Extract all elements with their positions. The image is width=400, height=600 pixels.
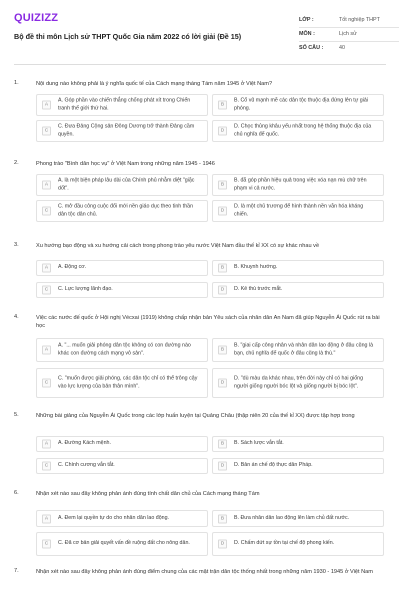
option-text: B. Sách lược vắn tắt. xyxy=(234,440,284,447)
option-b[interactable] xyxy=(212,338,384,362)
option-a[interactable] xyxy=(36,510,208,527)
option-b[interactable] xyxy=(212,174,384,196)
option-b[interactable] xyxy=(212,510,384,527)
meta-count-label: SỐ CÂU : xyxy=(299,45,324,51)
question-text: Nhận xét nào sau đây không phản ánh đúng tính chất dân chủ của Cách mạng tháng Tám xyxy=(36,491,260,497)
option-text: D. Kẻ thù trước mắt. xyxy=(234,286,283,293)
meta-subject-label: MÔN : xyxy=(299,31,315,37)
meta-count xyxy=(299,42,399,56)
option-text: C. Lực lượng lãnh đạo. xyxy=(58,286,113,293)
meta-class-label: LỚP : xyxy=(299,17,314,23)
option-c[interactable] xyxy=(36,532,208,556)
option-d[interactable] xyxy=(212,458,384,474)
option-letter: D xyxy=(218,540,227,549)
option-text: B. Đưa nhân dân lao động lên làm chủ đất nước. xyxy=(234,514,350,521)
worksheet-title: Bộ đề thi môn Lịch sử THPT Quốc Gia năm 2022 có lời giải (Đề 15) xyxy=(14,32,242,41)
option-letter: A xyxy=(42,346,51,355)
option-letter: C xyxy=(42,462,51,471)
option-text: B. "giai cấp công nhân và nhân dân lao động ở đâu cũng là bạn, chủ nghĩa đế quốc ở đâu cũng là thù." xyxy=(234,342,374,356)
option-c[interactable] xyxy=(36,120,208,142)
meta-subject-value: Lịch sử xyxy=(339,31,357,37)
option-text: D. Chọc thủng khâu yếu nhất trong hệ thống thuộc địa của chủ nghĩa đế quốc. xyxy=(234,123,372,137)
option-text: A. là một biện pháp lâu dài của Chính phủ nhằm diệt "giặc dốt". xyxy=(58,177,195,191)
option-letter: A xyxy=(42,101,51,110)
option-d[interactable] xyxy=(212,120,384,142)
option-letter: A xyxy=(42,440,51,449)
option-text: A. Góp phần vào chiến thắng chống phát xít trong Chiến tranh thế giới thứ hai. xyxy=(58,97,191,111)
header-divider xyxy=(14,64,386,65)
question-text: Những bài giảng của Nguyễn Ái Quốc trong các lớp huấn luyện tại Quảng Châu (thập niên 20 của thế kỉ XX) được tập hợp trong xyxy=(36,413,355,419)
quizizz-logo: QUIZIZZ xyxy=(14,12,59,24)
option-b[interactable] xyxy=(212,260,384,276)
option-letter: A xyxy=(42,264,51,273)
question-number: 6. xyxy=(14,490,19,496)
option-letter: D xyxy=(218,207,227,216)
option-letter: C xyxy=(42,207,51,216)
question-number: 2. xyxy=(14,160,19,166)
question-number: 4. xyxy=(14,314,19,320)
option-letter: B xyxy=(218,346,227,355)
option-letter: B xyxy=(218,264,227,273)
option-letter: D xyxy=(218,379,227,388)
option-letter: C xyxy=(42,540,51,549)
option-text: C. Đã cơ bản giải quyết vấn đề ruộng đất cho nông dân. xyxy=(58,540,190,547)
option-letter: D xyxy=(218,462,227,471)
option-d[interactable] xyxy=(212,282,384,298)
question-text: Việc các nước đế quốc ở Hội nghị Vécxai (1919) không chấp nhận bản Yêu sách của nhân dân An Nam đã giúp Nguyễn Ái Quốc rút ra bài học xyxy=(36,315,380,330)
option-text: D. "dù màu da khác nhau, trên đời này chỉ có hai giống người giống người bóc lột và giống người bị bóc lột". xyxy=(234,375,364,389)
option-b[interactable] xyxy=(212,94,384,116)
option-text: A. Đường Kách mệnh. xyxy=(58,440,111,447)
question-number: 5. xyxy=(14,412,19,418)
question-number: 7. xyxy=(14,568,19,574)
worksheet-header xyxy=(14,10,386,60)
option-letter: D xyxy=(218,286,227,295)
option-text: C. Đưa Đảng Cộng sản Đông Dương trở thành Đảng cầm quyền. xyxy=(58,123,195,137)
option-letter: B xyxy=(218,514,227,523)
option-text: C. Chính cương vắn tắt. xyxy=(58,462,115,469)
option-d[interactable] xyxy=(212,368,384,398)
option-text: D. Chấm dứt sự tồn tại chế độ phong kiến. xyxy=(234,540,335,547)
meta-count-value: 40 xyxy=(339,45,345,51)
option-text: B. Khuynh hướng. xyxy=(234,264,278,271)
meta-class-value: Tốt nghiệp THPT xyxy=(339,17,380,23)
option-c[interactable] xyxy=(36,282,208,298)
option-text: C. mở đầu công cuộc đổi mới nền giáo dục theo tinh thần dân tộc dân chủ. xyxy=(58,203,194,217)
option-a[interactable] xyxy=(36,260,208,276)
option-letter: B xyxy=(218,101,227,110)
option-letter: C xyxy=(42,127,51,136)
option-letter: B xyxy=(218,440,227,449)
option-letter: C xyxy=(42,379,51,388)
option-a[interactable] xyxy=(36,338,208,362)
option-text: C. "muốn được giải phóng, các dân tộc chỉ có thể trông cậy vào lực lượng của bản thân mình". xyxy=(58,375,198,389)
meta-class xyxy=(299,14,399,28)
option-letter: B xyxy=(218,181,227,190)
worksheet-meta xyxy=(299,14,399,56)
option-letter: A xyxy=(42,181,51,190)
option-letter: C xyxy=(42,286,51,295)
option-d[interactable] xyxy=(212,532,384,556)
option-d[interactable] xyxy=(212,200,384,222)
option-letter: A xyxy=(42,514,51,523)
option-a[interactable] xyxy=(36,174,208,196)
option-text: D. là một chủ trương để hình thành nền văn hóa kháng chiến. xyxy=(234,203,364,217)
question-number: 3. xyxy=(14,242,19,248)
option-a[interactable] xyxy=(36,94,208,116)
question-text: Nhận xét nào sau đây không phản ánh đúng điểm chung của các mặt trận dân tộc thống nhất trong những năm 1930 - 1945 ở Việt Nam xyxy=(36,569,373,575)
question-text: Phong trào "Bình dân học vụ" ở Việt Nam trong những năm 1945 - 1946 xyxy=(36,161,215,167)
question-text: Xu hướng bạo động và xu hướng cải cách trong phong trào yêu nước Việt Nam đầu thế kỉ XX có sự khác nhau về xyxy=(36,243,320,249)
option-a[interactable] xyxy=(36,436,208,452)
option-text: B. đã góp phần hiệu quả trong việc xóa nạn mù chữ trên phạm vi cả nước. xyxy=(234,177,367,191)
option-b[interactable] xyxy=(212,436,384,452)
option-text: D. Bản án chế độ thực dân Pháp. xyxy=(234,462,313,469)
question-text: Nội dung nào không phải là ý nghĩa quốc tế của Cách mạng tháng Tám năm 1945 ở Việt Nam? xyxy=(36,81,273,87)
meta-subject xyxy=(299,28,399,42)
option-letter: D xyxy=(218,127,227,136)
option-c[interactable] xyxy=(36,458,208,474)
question-number: 1. xyxy=(14,80,19,86)
option-text: A. Đem lại quyền tự do cho nhân dân lao động. xyxy=(58,514,170,521)
option-text: B. Cổ vũ mạnh mẽ các dân tộc thuộc địa đứng lên tự giải phóng. xyxy=(234,97,368,111)
option-c[interactable] xyxy=(36,368,208,398)
option-text: A. "... muốn giải phóng dân tộc không có con đường nào khác con đường cách mạng vô sản". xyxy=(58,342,191,356)
option-c[interactable] xyxy=(36,200,208,222)
option-text: A. Động cơ. xyxy=(58,264,87,271)
